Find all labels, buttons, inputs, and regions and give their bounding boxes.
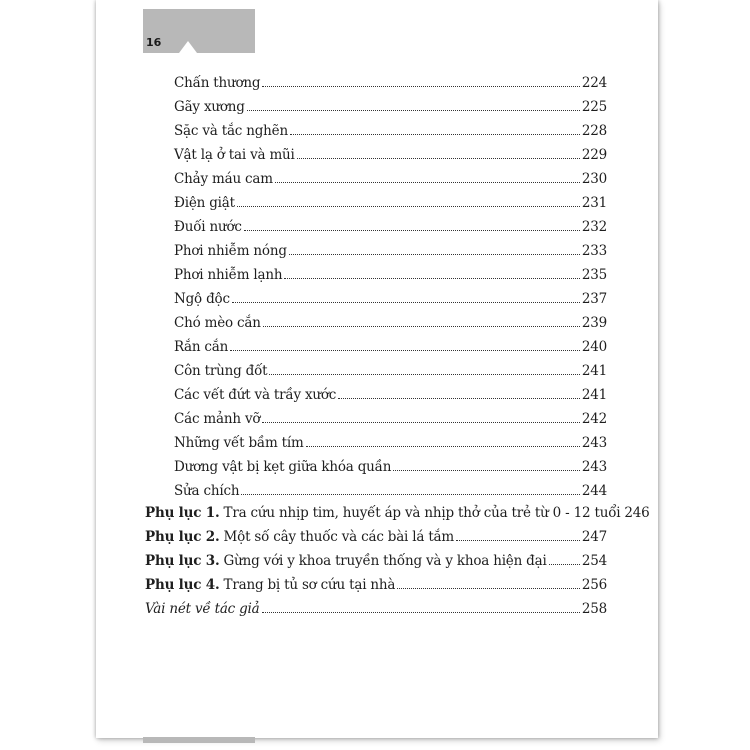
- appendix-title: [145, 529, 454, 545]
- toc-entry-page: 229: [581, 147, 607, 163]
- dot-leader: [244, 230, 580, 231]
- toc-entry-title: Các vết đứt và trầy xước: [174, 387, 337, 403]
- toc-entry-title: Chó mèo cắn: [174, 315, 261, 331]
- dot-leader: [263, 326, 580, 327]
- dot-leader: [284, 278, 579, 279]
- appendix-page: 246: [624, 505, 650, 521]
- toc-entry: [174, 361, 607, 379]
- dot-leader: [269, 374, 579, 375]
- dot-leader: [241, 494, 580, 495]
- appendix-page: 254: [581, 553, 607, 569]
- appendix-text: Tra cứu nhịp tim, huyết áp và nhịp thở của trẻ từ 0 - 12 tuổi: [219, 505, 621, 521]
- appendix-entry: [145, 551, 607, 569]
- toc-entry-page: 232: [581, 219, 607, 235]
- dot-leader: [230, 350, 580, 351]
- dot-leader: [393, 470, 580, 471]
- author-note-page: 258: [581, 601, 607, 617]
- toc-entry-page: 230: [581, 171, 607, 187]
- toc-entry: [174, 97, 607, 115]
- appendix-title: [145, 577, 395, 593]
- toc-entry: [174, 193, 607, 211]
- toc-entry-title: Phơi nhiễm lạnh: [174, 267, 283, 283]
- dot-leader: [289, 254, 580, 255]
- toc-entry-page: 225: [581, 99, 607, 115]
- toc-entry-title: Ngộ độc: [174, 291, 230, 307]
- appendix-prefix: Phụ lục 1.: [145, 505, 220, 521]
- toc-entry-page: 228: [581, 123, 607, 139]
- dot-leader: [232, 302, 580, 303]
- dot-leader: [306, 446, 580, 447]
- appendix-prefix: Phụ lục 2.: [145, 529, 220, 545]
- toc-entry: [174, 217, 607, 235]
- toc-entry-title: Gãy xương: [174, 99, 245, 115]
- author-note-title: Vài nét về tác giả: [145, 601, 260, 617]
- toc-entry-page: 235: [581, 267, 607, 283]
- toc-entry-title: Đuối nước: [174, 219, 242, 235]
- toc-entry-title: Rắn cắn: [174, 339, 229, 355]
- appendix-text: Gừng với y khoa truyền thống và y khoa hiện đại: [219, 553, 547, 569]
- toc-entry-page: 241: [581, 363, 607, 379]
- dot-leader: [262, 86, 579, 87]
- toc-entry: [174, 385, 607, 403]
- page-number: 16: [146, 36, 162, 49]
- toc-entry-page: 244: [581, 483, 607, 499]
- appendix-prefix: Phụ lục 3.: [145, 553, 220, 569]
- dot-leader: [297, 158, 580, 159]
- toc-entry: [174, 481, 607, 499]
- appendix-text: Trang bị tủ sơ cứu tại nhà: [219, 577, 396, 593]
- toc-entry: [174, 409, 607, 427]
- toc-entry-page: 233: [581, 243, 607, 259]
- toc-entry-title: Chấn thương: [174, 75, 261, 91]
- appendix-entry: [145, 503, 650, 521]
- toc-entry-page: 243: [581, 435, 607, 451]
- dot-leader: [262, 422, 580, 423]
- toc-entry: [174, 169, 607, 187]
- toc-entry-title: Phơi nhiễm nóng: [174, 243, 287, 259]
- dot-leader: [338, 398, 580, 399]
- toc-entry: [174, 145, 607, 163]
- toc-entry-page: 237: [581, 291, 607, 307]
- toc-entry: [174, 457, 607, 475]
- appendix-entry: [145, 527, 607, 545]
- toc-entry-page: 242: [581, 411, 607, 427]
- toc-entry-title: Côn trùng đốt: [174, 363, 268, 379]
- toc-entry-title: Chảy máu cam: [174, 171, 273, 187]
- toc-entry-title: Các mảnh vỡ: [174, 411, 261, 427]
- dot-leader: [290, 134, 580, 135]
- toc-entry-page: 240: [581, 339, 607, 355]
- toc-entry-page: 241: [581, 387, 607, 403]
- dot-leader: [397, 588, 580, 589]
- toc-entry: [174, 433, 607, 451]
- dot-leader: [237, 206, 580, 207]
- dot-leader: [275, 182, 580, 183]
- toc-entry-title: Những vết bầm tím: [174, 435, 304, 451]
- toc-entry-page: 243: [581, 459, 607, 475]
- appendix-text: Một số cây thuốc và các bài lá tắm: [219, 529, 455, 545]
- appendix-title: [145, 553, 547, 569]
- appendix-title: [145, 505, 620, 521]
- toc-entry: [174, 73, 607, 91]
- toc-entry: [174, 121, 607, 139]
- toc-entry-title: Vật lạ ở tai và mũi: [174, 147, 295, 163]
- appendix-page: 256: [581, 577, 607, 593]
- toc-entry-page: 239: [581, 315, 607, 331]
- toc-entry: [174, 265, 607, 283]
- toc-entry-page: 231: [581, 195, 607, 211]
- toc-entry: [174, 289, 607, 307]
- toc-entry-title: Sửa chích: [174, 483, 240, 499]
- toc-entry: [174, 337, 607, 355]
- author-note-entry: [145, 599, 607, 617]
- toc-entry: [174, 241, 607, 259]
- dot-leader: [262, 612, 580, 613]
- toc-entry-title: Sặc và tắc nghẽn: [174, 123, 288, 139]
- appendix-prefix: Phụ lục 4.: [145, 577, 220, 593]
- dot-leader: [549, 564, 580, 565]
- toc-entry-title: Điện giật: [174, 195, 235, 211]
- toc-entry-title: Dương vật bị kẹt giữa khóa quần: [174, 459, 392, 475]
- dot-leader: [247, 110, 580, 111]
- toc-entry: [174, 313, 607, 331]
- appendix-entry: [145, 575, 607, 593]
- dot-leader: [456, 540, 580, 541]
- appendix-page: 247: [581, 529, 607, 545]
- toc-entry-page: 224: [581, 75, 607, 91]
